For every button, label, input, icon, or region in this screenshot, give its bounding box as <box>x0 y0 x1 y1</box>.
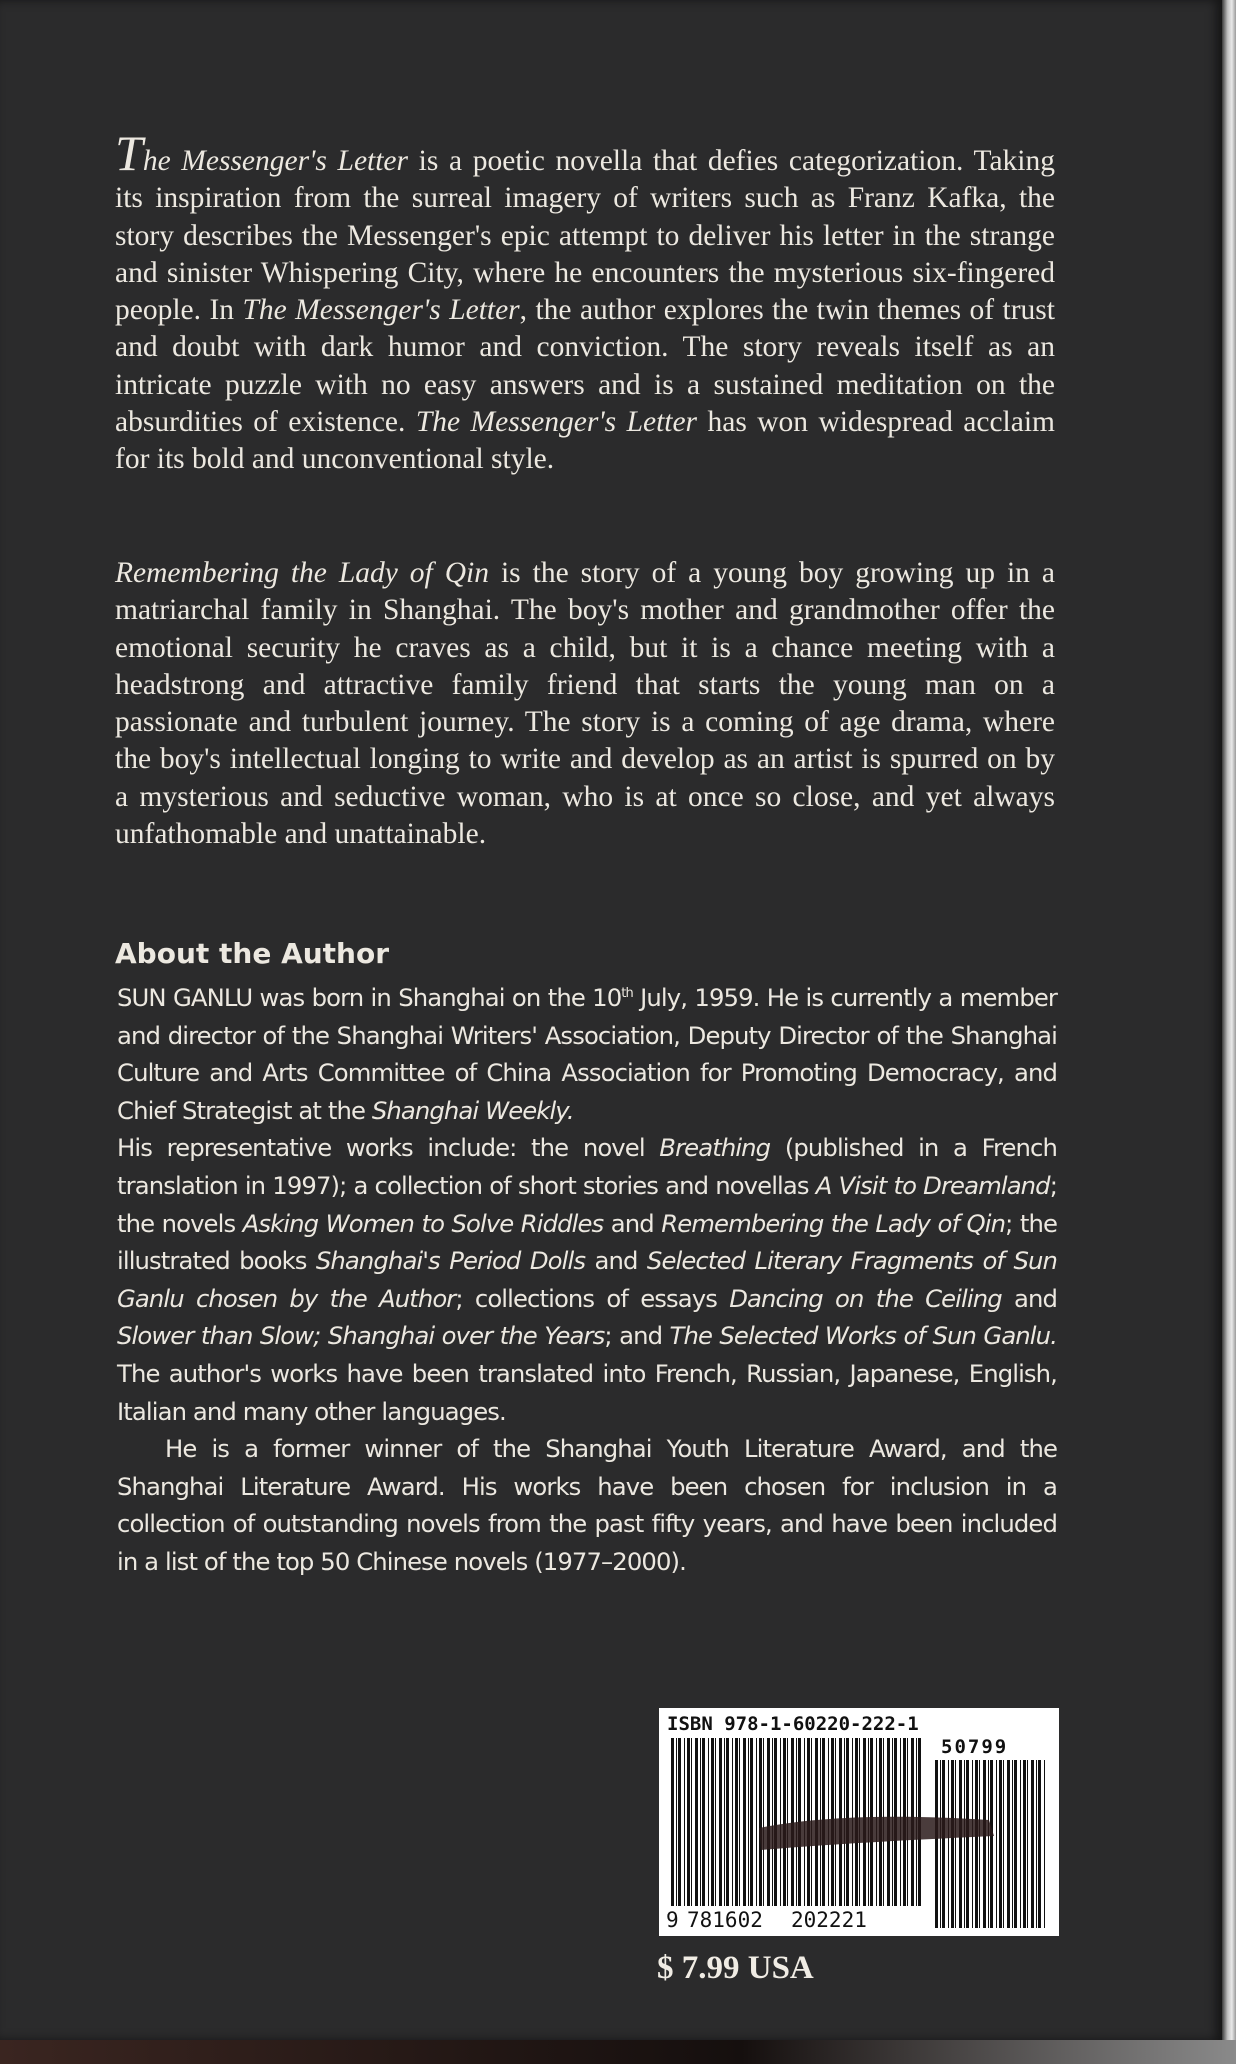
blurb-text: is a poetic novella that defies categorization. Taking its inspiration from the surreal imagery of writers such as Franz Kafka, the story describes the Messenger's epic attempt to deliver his letter in the strange and sinister Whispering City, where he encounters the mysterious six-fingered people. In <box>115 145 1055 327</box>
barcode-bar <box>726 1738 729 1906</box>
barcode-bar <box>988 1760 989 1928</box>
ordinal-suffix: th <box>621 986 633 1001</box>
bio-text: July, 1959. He is currently a member and director of the Shanghai Writers' Association, Deputy Director of the Shanghai Culture and Arts Committee of China Association for Promoting Democracy, and Chief Strategist at the <box>117 983 1057 1125</box>
barcode-bar <box>1003 1760 1004 1928</box>
barcode-bar <box>1020 1760 1021 1928</box>
barcode-bar <box>748 1738 749 1906</box>
barcode-bar <box>732 1738 733 1906</box>
author-bio <box>117 975 1057 1581</box>
barcode-bar <box>1007 1760 1010 1928</box>
barcode-bar <box>1012 1760 1013 1928</box>
book-title: The Messenger's Letter <box>242 294 520 327</box>
barcode-bar <box>719 1738 722 1906</box>
addon-digits: 50799 <box>941 1736 1009 1758</box>
barcode-digit-first: 9 <box>666 1908 679 1932</box>
barcode-bar <box>1027 1760 1028 1928</box>
barcode-bar <box>739 1738 740 1906</box>
barcode-bar <box>772 1738 773 1906</box>
book-title: Remembering the Lady of Qin <box>115 557 489 589</box>
works-text: The author's works have been translated into French, Russian, Japanese, English, Italian and many other languages. <box>117 1359 1057 1426</box>
barcode-bar <box>780 1738 781 1906</box>
barcode-bar <box>711 1738 714 1906</box>
awards-paragraph: He is a former winner of the Shanghai Youth Literature Award, and the Shanghai Literature Award. His works have been chosen for inclusion in a collection of outstanding novels from the past fifty years, and have been included in a list of the top 50 Chinese novels (1977–2000). <box>117 1434 1057 1576</box>
works-text: and <box>585 1246 647 1276</box>
works-text: and <box>1001 1283 1057 1313</box>
barcode-bar <box>1044 1760 1045 1928</box>
barcode-bar <box>972 1760 973 1928</box>
book-title: The Messenger's Letter <box>415 406 698 439</box>
blurb-text: , the author explores the twin themes of trust and doubt with dark humor and conviction. The story reveals itself as an intricate puzzle with no easy answers and is a sustained meditation on the absurdities of existence. <box>115 294 1055 439</box>
works-text: ; the novels <box>117 1171 1057 1238</box>
publication-name: Shanghai Weekly. <box>371 1095 574 1125</box>
barcode-bar <box>951 1760 954 1928</box>
bottom-background-strip <box>0 2040 1236 2064</box>
barcode-bar <box>687 1738 690 1906</box>
blurb-lady-of-qin <box>115 555 1055 853</box>
works-text: and <box>603 1208 662 1238</box>
barcode-digits-left: 781602 <box>687 1908 763 1932</box>
book-page-edge <box>1222 0 1236 2064</box>
work-title: Selected Literary Fragments of Sun Ganlu chosen by the Author <box>117 1246 1057 1313</box>
work-title: A Visit to Dreamland <box>815 1171 1050 1201</box>
barcode-bar <box>964 1760 965 1928</box>
price-label: $ 7.99 USA <box>657 1950 814 1986</box>
barcode-bar <box>684 1738 685 1906</box>
barcode-bar <box>948 1760 949 1928</box>
work-title: Remembering the Lady of Qin <box>661 1208 1006 1238</box>
barcode-bar <box>783 1738 786 1906</box>
blurb-text: is the story of a young boy growing up in a matriarchal family in Shanghai. The boy's mother and grandmother offer the emotional security he craves as a child, but it is a chance meeting with a headstrong and attractive family friend that starts the young man on a passionate and turbulent journey. The story is a coming of age drama, where the boy's intellectual longing to write and develop as an artist is spurred on by a mysterious and seductive woman, who is at once so close, and yet always unfathomable and unattainable. <box>115 557 1055 851</box>
barcode-bar <box>676 1738 677 1906</box>
barcode-bar <box>966 1760 969 1928</box>
blurb-messengers-letter <box>115 125 1055 479</box>
barcode-bar <box>999 1760 1002 1928</box>
barcode-bar <box>942 1760 945 1928</box>
barcode-bar <box>767 1738 770 1906</box>
barcode-bar <box>724 1738 725 1906</box>
barcode-bar <box>735 1738 738 1906</box>
isbn-barcode <box>659 1708 1059 1936</box>
barcode-bar <box>990 1760 993 1928</box>
barcode-bar <box>1023 1760 1026 1928</box>
work-title: Asking Women to Solve Riddles <box>242 1208 604 1238</box>
barcode-bar <box>1031 1760 1034 1928</box>
barcode-digits-right: 202221 <box>791 1908 867 1932</box>
barcode-bar <box>996 1760 997 1928</box>
barcode-graphic <box>659 1708 1059 1936</box>
works-text: ; collections of essays <box>455 1283 730 1313</box>
works-text: ; and <box>604 1321 670 1351</box>
barcode-bar <box>691 1738 692 1906</box>
barcode-bar <box>940 1760 941 1928</box>
barcode-bar <box>671 1738 674 1906</box>
barcode-bar <box>763 1738 764 1906</box>
bio-paragraph <box>117 975 1057 1129</box>
book-title: he Messenger's Letter <box>142 145 409 177</box>
blurb-text: has won widespread acclaim for its bold and unconventional style. <box>115 406 1055 476</box>
work-title: The Selected Works of Sun Ganlu. <box>669 1321 1057 1351</box>
work-title: Breathing <box>659 1133 771 1163</box>
barcode-bar <box>702 1738 705 1906</box>
barcode-bar <box>935 1760 938 1928</box>
barcode-bar <box>979 1760 980 1928</box>
works-text: (published in a French translation in 1997); a collection of short stories and novellas <box>117 1133 1058 1201</box>
barcode-bar <box>756 1738 757 1906</box>
barcode-bar <box>1014 1760 1017 1928</box>
drop-cap: T <box>115 125 143 181</box>
bio-text: SUN GANLU was born in Shanghai on the 10 <box>117 983 622 1013</box>
barcode-bar <box>1036 1760 1037 1928</box>
isbn-label: ISBN 978-1-60220-222-1 <box>667 1713 919 1735</box>
barcode-bar <box>774 1738 777 1906</box>
barcode-bar <box>791 1738 794 1906</box>
barcode-bar <box>759 1738 762 1906</box>
works-text: ; the illustrated books <box>117 1208 1058 1276</box>
addon-bars <box>935 1760 1045 1928</box>
barcode-bar <box>715 1738 716 1906</box>
barcode-bar <box>708 1738 709 1906</box>
barcode-bar <box>959 1760 962 1928</box>
barcode-bar <box>796 1738 797 1906</box>
barcode-bar <box>1038 1760 1041 1928</box>
work-title: Dancing on the Ceiling <box>729 1283 1002 1313</box>
about-author-heading: About the Author <box>115 937 390 970</box>
work-title: Slower than Slow; Shanghai over the Years <box>117 1321 605 1351</box>
barcode-bar <box>787 1738 788 1906</box>
barcode-bar <box>743 1738 746 1906</box>
barcode-bar <box>700 1738 701 1906</box>
barcode-bar <box>975 1760 978 1928</box>
barcode-bar <box>678 1738 681 1906</box>
barcode-bar <box>955 1760 956 1928</box>
barcode-bar <box>983 1760 986 1928</box>
barcode-bar <box>695 1738 698 1906</box>
works-paragraph <box>117 1129 1057 1430</box>
works-text: His representative works include: the novel <box>117 1133 660 1163</box>
barcode-bar <box>750 1738 753 1906</box>
work-title: Shanghai's Period Dolls <box>315 1246 586 1276</box>
